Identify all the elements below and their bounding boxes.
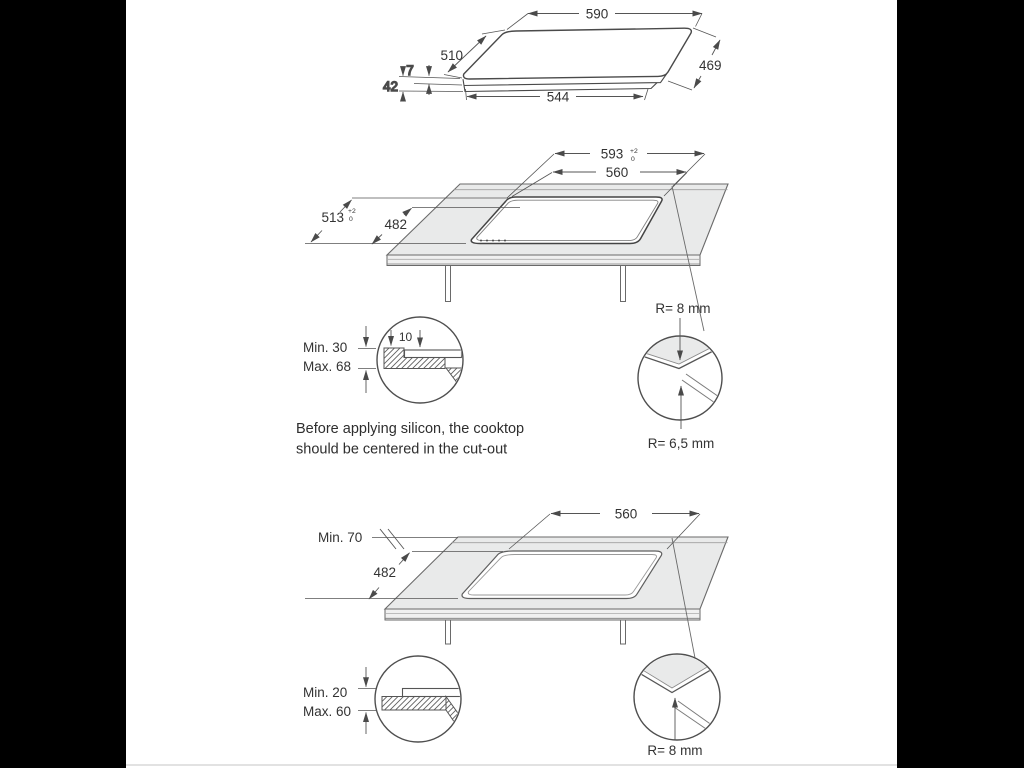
dim-513-tol-lower: 0 (349, 216, 353, 223)
dim-593-tol-lower: 0 (631, 156, 635, 163)
cabinet-leg (621, 266, 626, 302)
dim-593-tol-upper: +2 (630, 148, 638, 155)
cabinet-leg (446, 620, 451, 644)
glass-cross-section (403, 689, 462, 697)
dim-482-bottom-label: 482 (373, 565, 396, 580)
cabinet-leg (621, 620, 626, 644)
dim-560-bottom-label: 560 (614, 506, 638, 522)
cabinet-leg (446, 266, 451, 302)
dim-7-label: 7 (406, 63, 414, 78)
max-thickness-label: Max. 60 (303, 704, 352, 719)
right-letterbox-bar (897, 0, 1024, 768)
corner-radius-detail-surface (625, 632, 732, 758)
silicon-note-line1: Before applying silicon, the cooktop (296, 421, 525, 437)
dim-560-label: 560 (605, 165, 629, 180)
dim-593-label: 593 (600, 146, 624, 162)
glass-cross-section (405, 350, 462, 358)
dim-510-label: 510 (440, 48, 463, 63)
min-max-arrows (358, 667, 376, 734)
dim-544-label: 544 (546, 89, 570, 105)
min-thickness-label: Min. 30 (303, 340, 348, 355)
cooktop-glass-outline (463, 28, 691, 79)
radius-top-label: R= 8 mm (655, 301, 711, 316)
product-dimension-diagram (383, 7, 722, 105)
dim-10-label: 10 (398, 330, 413, 344)
dim-482-label: 482 (384, 217, 407, 232)
edge-overlap-detail-surface (303, 656, 465, 742)
left-letterbox-bar (0, 0, 126, 768)
edge-overlap-detail-recessed (303, 317, 467, 403)
dim-513-label: 513 (321, 210, 344, 225)
radius-label: R= 8 mm (647, 743, 703, 758)
corner-radius-detail-recessed (630, 301, 730, 451)
radius-bottom-label: R= 6,5 mm (647, 436, 715, 451)
max-thickness-label: Max. 68 (303, 359, 352, 374)
min-thickness-label: Min. 20 (303, 685, 348, 700)
bottom-hairline (126, 764, 897, 766)
counter-cross-section (382, 697, 446, 711)
dim-469-label: 469 (699, 58, 722, 73)
dim-590-label: 590 (585, 6, 609, 22)
dim-513-tol-upper: +2 (348, 208, 356, 215)
min-edge-distance-label: Min. 70 (318, 530, 363, 545)
silicon-note-line2: should be centered in the cut-out (296, 441, 508, 458)
dim-42-label: 42 (382, 79, 398, 94)
surface-installation-diagram (305, 507, 728, 659)
min-max-arrows (358, 326, 376, 393)
